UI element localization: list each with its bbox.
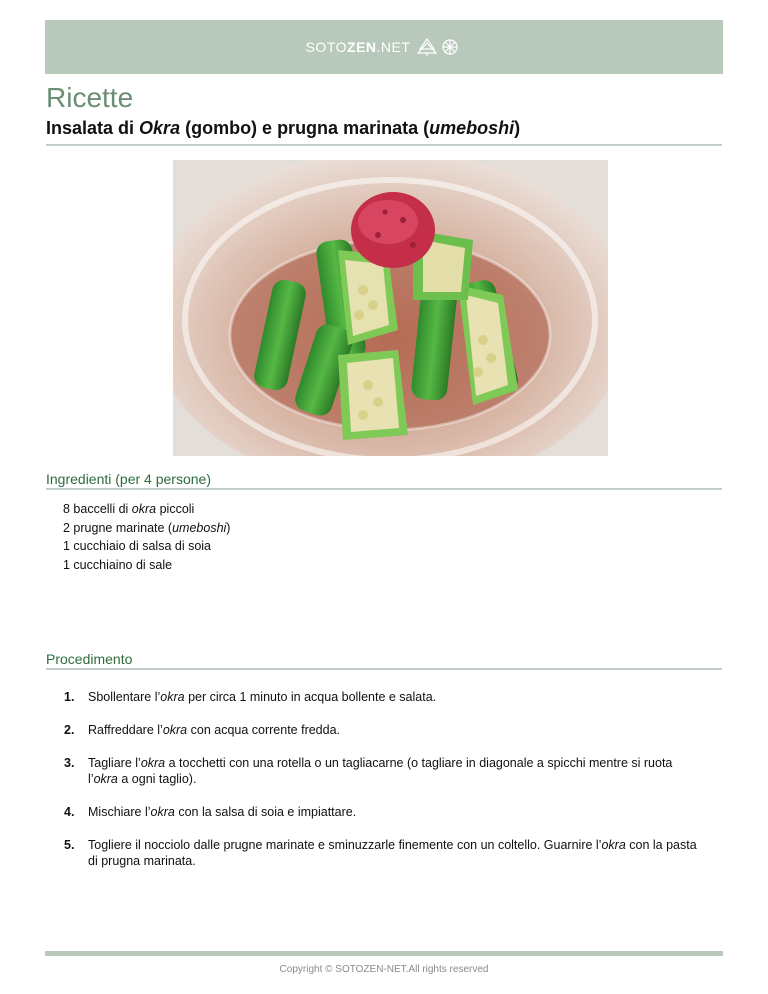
list-item: 1 cucchiaino di sale — [63, 557, 173, 572]
step-number: 4. — [64, 805, 75, 819]
ingredients-heading: Ingredienti (per 4 persone) — [46, 471, 722, 490]
list-item: 8 baccelli di okra piccoli — [63, 502, 195, 516]
step-number: 5. — [64, 838, 75, 852]
footer-rule — [45, 951, 723, 956]
copyright-text: Copyright © SOTOZEN-NET.All rights reserved — [279, 964, 489, 975]
section-title: Ricette — [46, 82, 134, 113]
step-item — [64, 689, 704, 705]
list-item: 1 cucchiaio di salsa di soia — [63, 539, 211, 553]
tree-emblem-icon — [416, 37, 462, 57]
step-item — [64, 755, 704, 787]
step-item — [64, 722, 704, 738]
recipe-title: Insalata di Okra (gombo) e prugna marinata (umeboshi) — [46, 118, 722, 146]
step-text: Togliere il nocciolo dalle prugne marinate e sminuzzarle finemente con un coltello. Guarnire l’okra con la pasta di prugna marinata. — [88, 838, 697, 868]
recipe-photo — [173, 160, 608, 456]
procedure-heading: Procedimento — [46, 651, 722, 670]
logo-text-light: SOTO — [305, 39, 348, 55]
step-text: Sbollentare l’okra per circa 1 minuto in acqua bollente e salata. — [88, 690, 437, 704]
step-text: Mischiare l’okra con la salsa di soia e impiattare. — [88, 805, 357, 819]
step-text: Tagliare l’okra a tocchetti con una rotella o un tagliacarne (o tagliare in diagonale a spicchi mentre si ruota l’okra a ogni taglio). — [88, 756, 673, 786]
procedure-steps — [64, 689, 704, 886]
header-banner — [45, 20, 723, 74]
step-number: 2. — [64, 723, 75, 737]
step-text: Raffreddare l’okra con acqua corrente fredda. — [88, 723, 341, 737]
step-number: 1. — [64, 690, 75, 704]
logo-text-bold: ZEN — [347, 39, 377, 55]
ingredients-list — [63, 500, 230, 574]
step-item — [64, 804, 704, 820]
list-item: 2 prugne marinate (umeboshi) — [63, 520, 231, 535]
site-logo[interactable] — [306, 37, 463, 57]
step-item — [64, 837, 704, 869]
step-number: 3. — [64, 756, 75, 770]
logo-text-suffix: .NET — [376, 39, 411, 55]
